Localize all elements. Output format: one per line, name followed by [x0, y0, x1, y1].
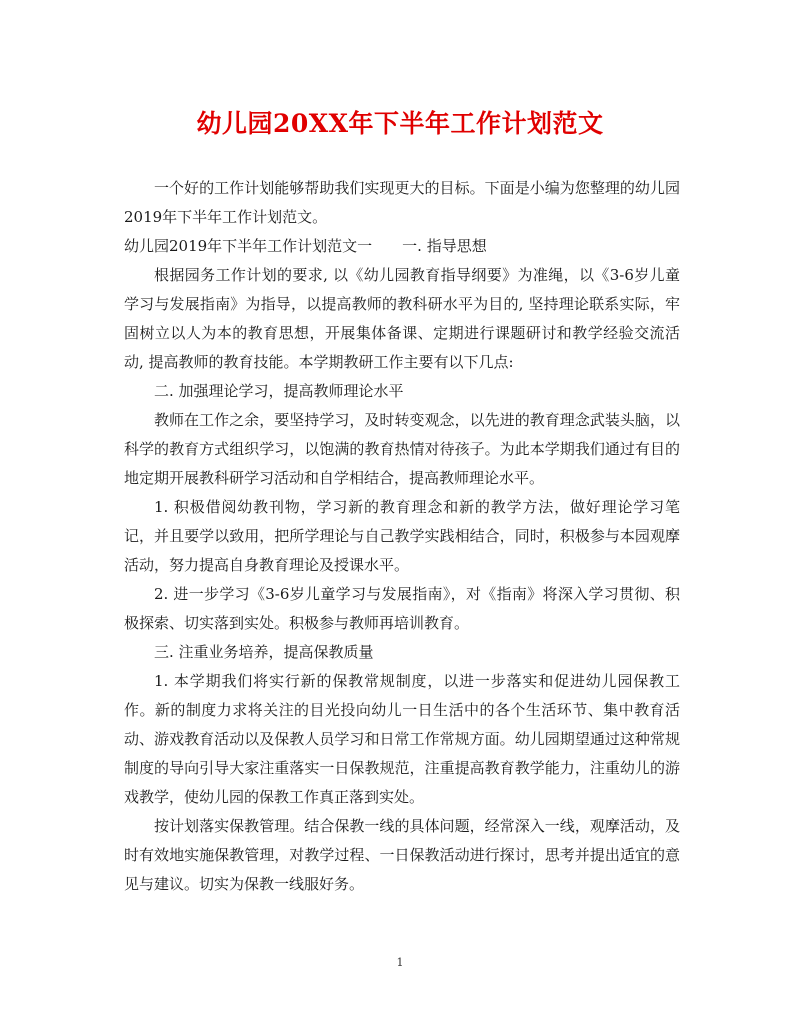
paragraph-heading-quality: 三. 注重业务培养，提高保教质量: [154, 643, 374, 661]
document-title: 幼儿园20XX年下半年工作计划范文: [196, 109, 604, 138]
paragraph-intro: 一个好的工作计划能够帮助我们实现更大的目标。下面是小编为您整理的幼儿园2019年下半年工作计划范文。: [124, 179, 680, 226]
paragraph-quality-item-1: 1. 本学期我们将实行新的保教常规制度，以进一步落实和促进幼儿园保教工作。新的制度力求将关注的目光投向幼儿一日生活中的各个生活环节、集中教育活动、游戏教育活动以及保教人员学习和日常工作常规方面。幼儿园期望通过这种常规制度的导向引导大家注重落实一日保教规范，注重提高教育教学能力，注重幼儿的游戏教学，使幼儿园的保教工作真正落到实处。: [124, 672, 680, 806]
paragraph-management: 按计划落实保教管理。结合保教一线的具体问题，经常深入一线，观摩活动，及时有效地实施保教管理，对教学过程、一日保教活动进行探讨，思考并提出适宜的意见与建议。切实为保教一线服好务。: [124, 817, 680, 893]
paragraph-section-heading: 幼儿园2019年下半年工作计划范文一 一. 指导思想: [124, 237, 487, 255]
document-body: [124, 174, 680, 899]
paragraph-item-2: 2. 进一步学习《3-6岁儿童学习与发展指南》，对《指南》将深入学习贯彻、积极探索、切实落到实处。积极参与教师再培训教育。: [124, 585, 680, 632]
paragraph-theory-study: 教师在工作之余，要坚持学习，及时转变观念，以先进的教育理念武装头脑，以科学的教育方式组织学习，以饱满的教育热情对待孩子。为此本学期我们通过有目的地定期开展教科研学习活动和自学相结合，提高教师理论水平。: [124, 411, 680, 487]
page-number: 1: [396, 956, 404, 969]
paragraph-heading-theory: 二. 加强理论学习，提高教师理论水平: [154, 382, 404, 400]
paragraph-item-1: 1. 积极借阅幼教刊物，学习新的教育理念和新的教学方法，做好理论学习笔记，并且要学以致用，把所学理论与自己教学实践相结合，同时，积极参与本园观摩活动，努力提高自身教育理论及授课水平。: [124, 498, 680, 574]
paragraph-guiding-ideas: 根据园务工作计划的要求, 以《幼儿园教育指导纲要》为准绳，以《3-6岁儿童学习与发展指南》为指导，以提高教师的教科研水平为目的, 坚持理论联系实际，牢固树立以人为本的教育思想，开展集体备课、定期进行课题研讨和教学经验交流活动, 提高教师的教育技能。本学期教研工作主要有以下几点:: [124, 266, 680, 371]
